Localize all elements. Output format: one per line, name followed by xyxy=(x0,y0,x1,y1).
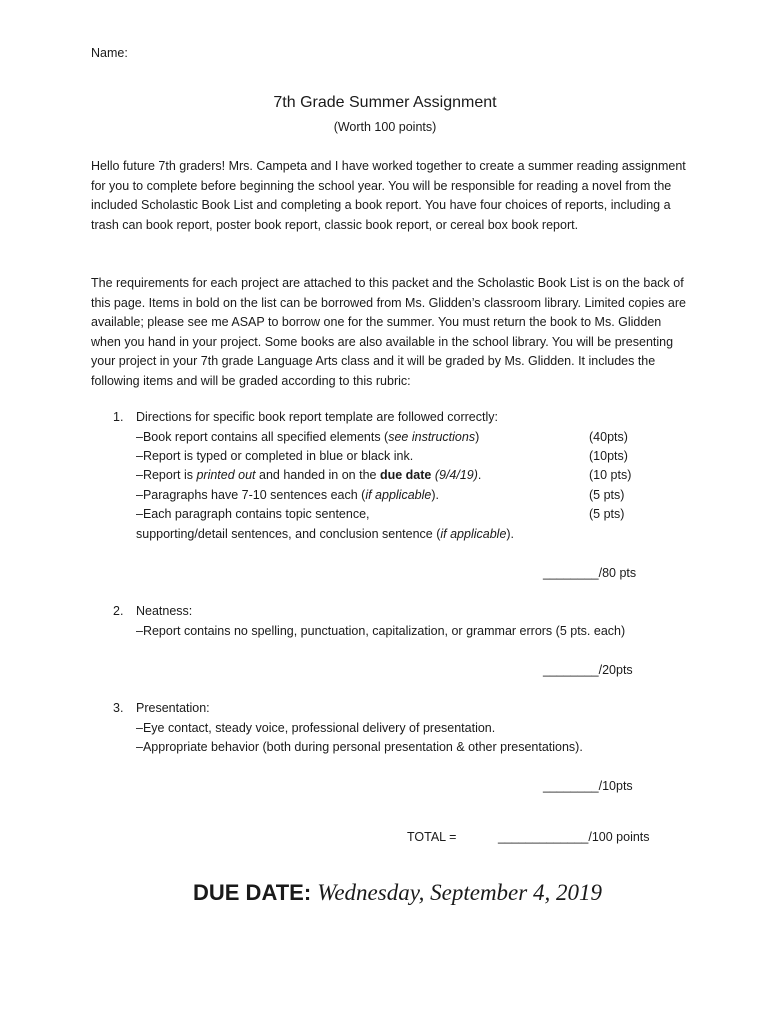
requirements-paragraph: The requirements for each project are attached to this packet and the Scholastic Book List is on the back of this page. Items in bold on the list can be borrowed from Ms. Glidden’s classroom library. Limited copies are available; please see me ASAP to borrow one for the summer. You must return the book to Ms. Glidden when you hand in your project. Some books are also available in the school library. You will be presenting your project in your 7th grade Language Arts class and it will be graded by Ms. Glidden. It includes the following items and will be graded according to this rubric: xyxy=(91,276,686,388)
score-blank-80: ________/80 pts xyxy=(543,566,637,580)
rubric-line: –Appropriate behavior (both during personal presentation & other presentations). xyxy=(136,740,583,754)
rubric-item-2-heading: Neatness: xyxy=(136,604,193,618)
rubric-points: (10 pts) xyxy=(589,468,632,482)
total-score-blank: _____________/100 points xyxy=(498,830,650,844)
rubric-points: (5 pts) xyxy=(589,488,625,502)
rubric-item-1-heading: Directions for specific book report template are followed correctly: xyxy=(136,410,498,424)
score-blank-20: ________/20pts xyxy=(543,663,633,677)
due-date-banner xyxy=(193,880,602,906)
total-label: TOTAL = xyxy=(407,830,457,844)
due-date-label: DUE DATE: xyxy=(193,880,312,905)
rubric-line: –Eye contact, steady voice, professional delivery of presentation. xyxy=(136,721,496,735)
rubric-line: supporting/detail sentences, and conclusion sentence (if applicable). xyxy=(136,527,515,541)
rubric-line: –Each paragraph contains topic sentence, xyxy=(136,507,370,521)
rubric-item-3-number: 3. xyxy=(113,701,124,715)
rubric-line: –Report is typed or completed in blue or black ink. xyxy=(136,449,414,463)
rubric-item-3-heading: Presentation: xyxy=(136,701,210,715)
page-subtitle: (Worth 100 points) xyxy=(333,120,437,134)
rubric-points: (5 pts) xyxy=(589,507,625,521)
rubric-line: –Report contains no spelling, punctuation, capitalization, or grammar errors (5 pts. each) xyxy=(136,624,626,638)
intro-paragraph: Hello future 7th graders! Mrs. Campeta and I have worked together to create a summer reading assignment for you to complete before beginning the school year. You will be responsible for reading a novel from the included Scholastic Book List and completing a book report. You have four choices of reports, including a trash can book report, poster book report, classic book report, or cereal box book report. xyxy=(91,159,686,232)
page-title: 7th Grade Summer Assignment xyxy=(273,94,497,111)
rubric-line: –Report is printed out and handed in on the due date (9/4/19). xyxy=(136,468,482,482)
due-date-value: Wednesday, September 4, 2019 xyxy=(317,880,602,905)
name-label: Name: xyxy=(91,46,128,60)
rubric-line: –Book report contains all specified elements (see instructions) xyxy=(136,430,480,444)
score-blank-10: ________/10pts xyxy=(543,779,633,793)
rubric-item-1-number: 1. xyxy=(113,410,124,424)
rubric-points: (10pts) xyxy=(589,449,628,463)
rubric-line: –Paragraphs have 7-10 sentences each (if applicable). xyxy=(136,488,439,502)
rubric-points: (40pts) xyxy=(589,430,628,444)
rubric-item-2-number: 2. xyxy=(113,604,124,618)
